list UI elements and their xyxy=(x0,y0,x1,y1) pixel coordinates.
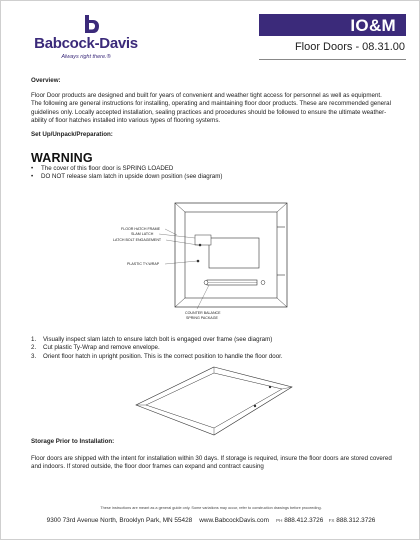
storage-heading: Storage Prior to Installation: xyxy=(31,438,115,445)
warning-item: • The cover of this floor door is SPRING LOADED xyxy=(31,165,222,173)
company-logo xyxy=(31,13,141,69)
footer-fax: 888.312.3726 xyxy=(336,517,376,524)
setup-steps-list xyxy=(31,336,283,361)
header-divider xyxy=(259,59,406,60)
phone-label: PH xyxy=(276,518,283,523)
overview-paragraph: Floor Door products are designed and built for years of convenient and weather tight access for personnel as well as equipment. The following are general instructions for installing, operating and maintaining floor door products. These are recommended general guidelines only. Locally accepted installation, sealing practices and procedures should be followed to ensure the ultimate weather-ability of floor hatches installed into various types of flooring systems. xyxy=(31,92,391,125)
footer-website[interactable]: www.BabcockDavis.com xyxy=(199,517,269,524)
warning-heading: WARNING xyxy=(31,151,93,165)
footer-disclaimer: These instructions are meant as a general guide only. Some variations may occur, refer to construction drawings before proceeding. xyxy=(100,506,322,510)
document-subtitle: Floor Doors - 08.31.00 xyxy=(294,41,405,53)
label-latch-bolt-engagement: LATCH BOLT ENGAGEMENT xyxy=(113,238,162,242)
header-title-bar xyxy=(259,14,406,36)
label-floor-hatch-frame: FLOOR HATCH FRAME xyxy=(121,227,161,231)
setup-heading: Set Up/Unpack/Preparation: xyxy=(31,131,113,138)
step-text: Cut plastic Ty-Wrap and remove envelope. xyxy=(43,344,160,352)
label-plastic-ty-wrap: PLASTIC TY-WRAP xyxy=(127,262,160,266)
label-counter-balance: COUNTER BALANCE xyxy=(185,311,221,315)
setup-step xyxy=(31,336,283,344)
footer-contact xyxy=(1,517,420,524)
logo-name: Babcock-Davis xyxy=(34,35,138,52)
latch-envelope xyxy=(209,238,259,268)
floor-hatch-perspective-diagram xyxy=(134,365,294,437)
logo-tagline: Always right there.® xyxy=(61,54,111,60)
floor-hatch-diagram xyxy=(111,197,301,333)
storage-paragraph: Floor doors are shipped with the intent for installation within 30 days. If storage is required, insure the floor doors are stored covered and indoors. If stored outside, the floor door frames can expand and contract causing xyxy=(31,455,392,471)
label-slam-latch: SLAM LATCH xyxy=(131,232,154,236)
setup-step xyxy=(31,344,283,352)
document-title: IO&M xyxy=(350,16,396,35)
step-number: 3. xyxy=(31,352,37,360)
overview-heading: Overview: xyxy=(31,77,61,84)
step-number: 2. xyxy=(31,344,37,352)
step-number: 1. xyxy=(31,336,37,343)
warning-list xyxy=(31,165,222,182)
label-spring-package: SPRING PACKAGE xyxy=(186,316,218,320)
step-text: Visually inspect slam latch to ensure latch bolt is engaged over frame (see diagram) xyxy=(43,336,273,343)
warning-item: • DO NOT release slam latch in upside down position (see diagram) xyxy=(31,173,222,181)
setup-step xyxy=(31,353,283,361)
logo-mark-icon xyxy=(81,13,101,35)
fax-label: FX xyxy=(328,518,335,523)
footer-phone: 888.412.3726 xyxy=(284,517,324,524)
step-text: Orient floor hatch in upright position. This is the correct position to handle the floor door. xyxy=(43,352,283,360)
footer-address: 9300 73rd Avenue North, Brooklyn Park, MN 55428 xyxy=(46,517,193,524)
